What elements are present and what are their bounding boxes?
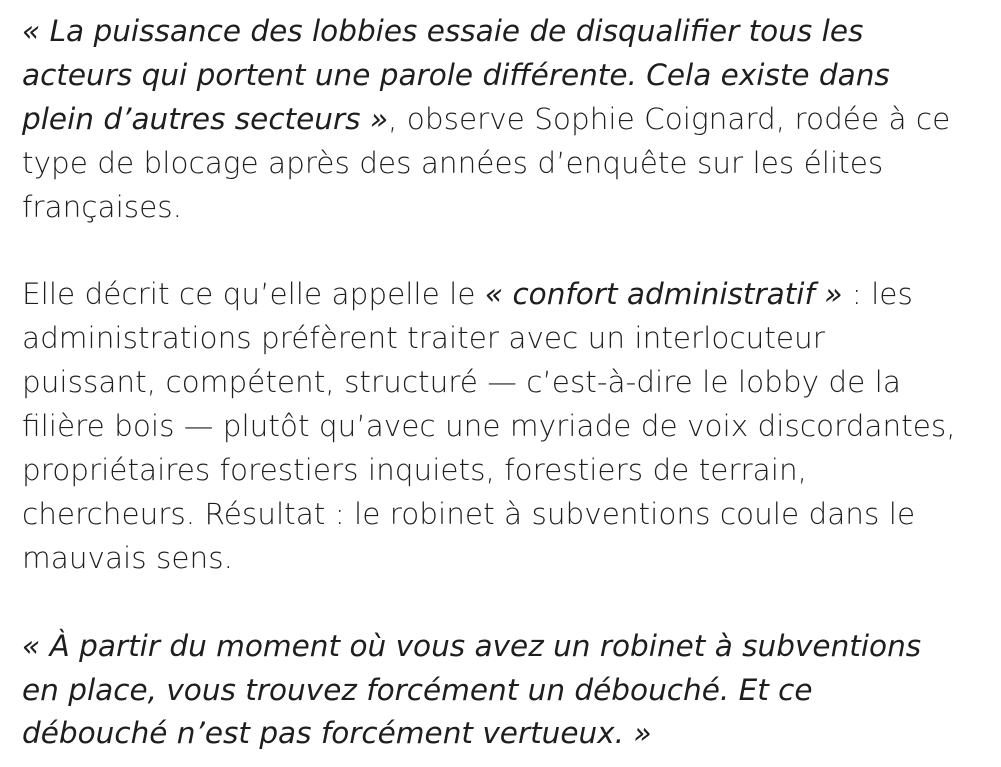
text-line bbox=[22, 493, 997, 537]
quote-text: acteurs qui portent une parole différente. Cela existe dans bbox=[22, 57, 890, 92]
body-text: chercheurs. Résultat : le robinet à subventions coule dans le bbox=[22, 496, 916, 531]
quote-text: « La puissance des lobbies essaie de disqualifier tous les bbox=[22, 14, 864, 48]
text-line bbox=[22, 537, 997, 581]
text-line bbox=[22, 98, 997, 142]
paragraph-confort-administratif bbox=[22, 273, 997, 580]
body-text: mauvais sens. bbox=[22, 540, 233, 575]
body-text: administrations préfèrent traiter avec un interlocuteur bbox=[22, 321, 825, 356]
article-body bbox=[22, 10, 997, 756]
text-line bbox=[22, 712, 997, 756]
quote-text: « À partir du moment où vous avez un robinet à subventions bbox=[22, 628, 922, 663]
body-text: type de blocage après des années d’enquête sur les élites bbox=[22, 145, 884, 180]
quote-text: « confort administratif » bbox=[484, 277, 843, 312]
body-text: françaises. bbox=[22, 189, 183, 224]
text-line bbox=[22, 10, 997, 54]
text-line bbox=[22, 186, 997, 230]
text-line bbox=[22, 405, 997, 449]
paragraph-coignard-quote bbox=[22, 10, 997, 230]
text-line bbox=[22, 449, 997, 493]
text-line bbox=[22, 273, 997, 317]
text-line bbox=[22, 625, 997, 669]
body-text: : les bbox=[842, 277, 913, 312]
body-text: , observe Sophie Coignard, rodée à ce bbox=[388, 101, 951, 136]
quote-text: plein d’autres secteurs » bbox=[22, 101, 389, 136]
quote-text: en place, vous trouvez forcément un débouché. Et ce bbox=[22, 672, 813, 707]
text-line bbox=[22, 317, 997, 361]
text-line bbox=[22, 361, 997, 405]
body-text: propriétaires forestiers inquiets, forestiers de terrain, bbox=[22, 453, 808, 488]
body-text: puissant, compétent, structuré — c’est-à-dire le lobby de la bbox=[22, 365, 901, 400]
text-line bbox=[22, 669, 997, 713]
paragraph-robinet-quote bbox=[22, 625, 997, 757]
text-line bbox=[22, 54, 997, 98]
body-text: filière bois — plutôt qu’avec une myriade de voix discordantes, bbox=[22, 409, 956, 444]
body-text: Elle décrit ce qu’elle appelle le bbox=[22, 277, 485, 312]
text-line bbox=[22, 142, 997, 186]
quote-text: débouché n’est pas forcément vertueux. » bbox=[22, 716, 652, 751]
